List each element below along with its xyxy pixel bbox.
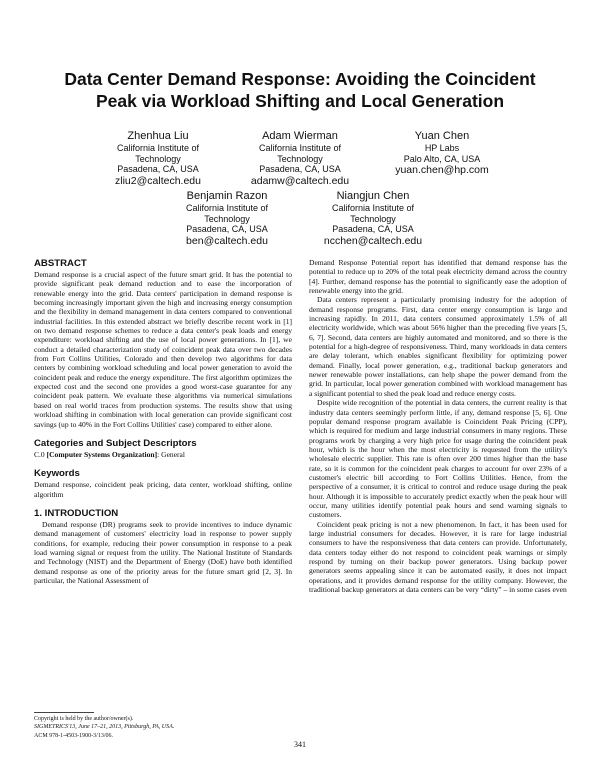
author-email: yuan.chen@hp.com [395,164,489,176]
author-location: Pasadena, CA, USA [259,164,341,174]
author-location: Pasadena, CA, USA [117,164,199,174]
abstract-heading: ABSTRACT [34,258,87,269]
author-block [283,189,463,248]
author-affiliation: HP Labs [424,143,460,153]
author-name: Niangjun Chen [336,190,410,202]
keywords-text: Demand response, coincident peak pricing, data center, workload shifting, online algorithm [34,480,292,499]
author-location: Pasadena, CA, USA [186,224,268,234]
author-email: zliu2@caltech.edu [115,174,201,187]
author-location: Palo Alto, CA, USA [403,153,481,164]
author-name: Yuan Chen [414,130,470,142]
left-column [34,258,292,585]
title-line-2: Peak via Workload Shifting and Local Generation [95,91,505,111]
right-paragraph: Data centers represent a particularly promising industry for the adoption of demand response programs. First, data center energy consumption is large and increasing rapidly. In 2011, data centers consumed approximately 1.5% of all electricity worldwide, which was about 56% higher than the preceding five years [5, 6, 7]. Second, data centers are highly automated and monitored, and so there is the potential for a high-degree of responsiveness. Third, many workloads in data centers are delay tolerant, which enables significant flexibility for optimizing power demand. Finally, local power generation, e.g., traditional backup generators and newer renewable power installations, can help shape the power demand from the grid. In particular, local power generation combined with workload management has a significant potential to shed the peak load and reduce energy costs. [309,295,567,398]
author-name: Adam Wierman [262,130,338,142]
footnote-rule [34,712,94,713]
author-email: adamw@caltech.edu [250,174,350,187]
keywords-heading: Keywords [34,468,80,480]
author-affiliation: California Institute of [258,143,342,153]
footnote-isbn: ACM 978-1-4503-1900-3/13/06. [34,732,113,739]
author-affiliation: Technology [277,153,323,164]
abstract-text: Demand response is a crucial aspect of the future smart grid. It has the potential to provide significant peak demand reduction and to ease the incorporation of renewable energy into the grid. Data centers' participation in demand response is becoming increasingly important given the high and increasing energy consumption and the flexibility in demand management in data centers compared to conventional industrial facilities. In this extended abstract we briefly describe recent work in [1] on two demand response schemes to reduce a data center's peak loads and energy expenditure: workload shifting and the use of local power generations. In [1], we conduct a detailed characterization study of coincident peak data over two decades from Fort Collins Utilities, Colorado and then develop two algorithms for data centers by combining workload scheduling and local power generation to avoid the coincident peak and reduce the energy expenditure. The first algorithm optimizes the expected cost and the second one provides a good worst-case guarantee for any coincident peak pattern. We evaluate these algorithms via numerical simulations based on real world traces from production systems. The results show that using workload shifting in combination with local generation can provide significant cost savings (up to 40% in the Fort Collins Utilities' case) compared to either alone. [34,270,292,429]
footnote-copyright: Copyright is held by the author/owner(s). [34,716,134,722]
author-email: ncchen@caltech.edu [323,234,423,247]
category-sub: : General [157,449,186,459]
author-affiliation: Technology [350,213,396,224]
author-name: Benjamin Razon [186,190,268,202]
author-affiliation: Technology [135,153,181,164]
author-email: ben@caltech.edu [186,234,268,247]
right-paragraph: Coincident peak pricing is not a new phenomenon. In fact, it has been used for large industrial consumers for decades. However, it is rare for large industrial consumers to have the responsiveness that data centers can provide. Unfortunately, data centers today either do not respond to coincident peak warnings or simply respond by turning on their backup power generators. Using backup power generators seems appealing since it can be automated easily, it does not impact operations, and it provides demand response for the utility company. However, the traditional backup generators at data centers can be very “dirty” – in some cases even [309,519,567,595]
author-affiliation: California Institute of [331,203,415,213]
right-paragraph: Demand Response Potential report has identified that demand response has the potential to reduce up to 20% of the total peak electricity demand across the country [4]. Further, demand response has the potential to significantly ease the adoption of renewable energy into the grid. [309,258,567,296]
introduction-text: Demand response (DR) programs seek to provide incentives to induce dynamic demand management of customers' electricity load in response to power supply conditions, for example, reducing their power consumption in response to a peak load warning signal or request from the utility. The National Institute of Standards and Technology (NIST) and the Department of Energy (DoE) have both identified demand response as one of the priority areas for the future smart grid [2, 3]. In particular, the National Assessment of [34,519,292,585]
author-location: Pasadena, CA, USA [332,224,414,234]
categories-text [34,450,292,459]
copyright-footnote [34,712,292,740]
author-name: Zhenhua Liu [127,130,189,142]
page-number: 341 [294,740,306,749]
title-line-1: Data Center Demand Response: Avoiding the Coincident [64,69,536,89]
author-affiliation: Technology [204,213,250,224]
right-paragraph: Despite wide recognition of the potential in data centers, the current reality is that industry data centers seemingly perform little, if any, demand response [5, 6]. One popular demand response program available is Coincident Peak Pricing (CPP), which is required for medium and large industrial consumers in many regions. These programs work by charging a very high price for usage during the coincident peak hour, which is the hour when the most electricity is requested from the utility's wholesale electric supplier. This rate is often over 200 times higher than the base rate, so it is common for the coincident peak charges to account for over 23% of a customer's electric bill according to Fort Collins Utilities. Hence, from the perspective of a consumer, it is critical to control and reduce usage during the peak hour. Although it is impossible to accurately predict exactly when the peak hour will occur, many utilities identify potential peak hours and send warning signals to customers. [309,398,567,520]
category-name: [Computer Systems Organization] [46,449,158,459]
author-affiliation: California Institute of [116,143,200,153]
categories-heading: Categories and Subject Descriptors [34,437,197,449]
author-affiliation: California Institute of [185,203,269,213]
author-block [352,129,532,177]
right-column [309,258,567,594]
introduction-heading: 1. INTRODUCTION [34,507,119,519]
category-code: C.0 [34,449,47,459]
paper-title [40,68,560,112]
footnote-conference: SIGMETRICS'13, June 17–21, 2013, Pittsburgh, PA, USA. [34,724,175,731]
